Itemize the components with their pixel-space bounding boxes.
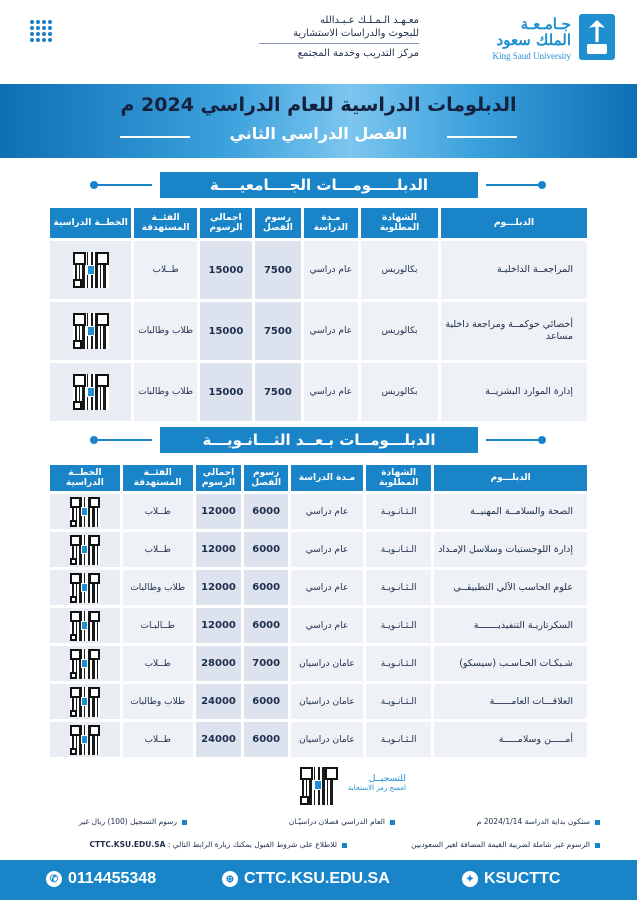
note-text: رسوم التسجيل (100) ريال غير: [78, 817, 177, 826]
col-certificate: الشهادة المطلوبة: [366, 465, 431, 491]
header: [0, 0, 637, 80]
total-fee: 24000: [196, 722, 242, 757]
total-fee: 15000: [200, 241, 252, 299]
diploma-name: شـبكـات الحـاسـب (سيسكو): [434, 646, 587, 681]
diploma-name: إدارة اللوجستيات وسلاسل الإمـداد: [434, 532, 587, 567]
target-group: طــلاب: [123, 494, 193, 529]
total-fee: 12000: [196, 494, 242, 529]
required-certificate: الـثـانـويـة: [366, 608, 431, 643]
required-certificate: بكالوريس: [361, 241, 438, 299]
note-text: الرسوم غير شاملة لضريبة القيمة المضافة لغير السعوديين: [411, 840, 590, 849]
diploma-name: المراجعــة الداخليـة: [441, 241, 587, 299]
diploma-name: الصحة والسلامــة المهنيــة: [434, 494, 587, 529]
total-fee: 12000: [196, 570, 242, 605]
semester-fee: 6000: [244, 722, 288, 757]
note-text: للاطلاع على شروط القبول يمكنك زيارة الرابط التالي :: [167, 840, 337, 849]
total-fee: 15000: [200, 363, 252, 421]
qr-code-icon[interactable]: [70, 725, 100, 755]
study-plan-qr[interactable]: [50, 722, 120, 757]
total-fee: 12000: [196, 608, 242, 643]
ksu-logo-arabic-line2: الملك سعود: [496, 31, 571, 49]
study-duration: عام دراسي: [291, 608, 363, 643]
register-qr-code[interactable]: [300, 767, 338, 805]
bullet-icon: [342, 843, 347, 848]
university-diplomas-table: [47, 205, 590, 424]
required-certificate: الـثـانـويـة: [366, 532, 431, 567]
semester-fee: 6000: [244, 684, 288, 719]
table-row: [50, 722, 587, 757]
study-duration: عام دراسي: [304, 241, 358, 299]
heading-dot-right: [538, 436, 546, 444]
bullet-icon: [595, 820, 600, 825]
bullet-icon: [182, 820, 187, 825]
heading-dot-right: [538, 181, 546, 189]
phone-number[interactable]: 0114455348: [68, 870, 157, 887]
table-row: [50, 363, 587, 421]
bullet-icon: [390, 820, 395, 825]
qr-code-icon[interactable]: [70, 497, 100, 527]
note-vat: [411, 840, 600, 849]
col-duration: مـدة الدراسة: [291, 465, 363, 491]
study-plan-qr[interactable]: [50, 532, 120, 567]
globe-icon: ⊕: [222, 871, 238, 887]
note-text: ستكون بداية الدراسة 2024/1/14 م: [476, 817, 590, 826]
study-plan-qr[interactable]: [50, 302, 131, 360]
note-start-date: [477, 817, 600, 826]
institute-name-line1: معـهـد الـمـلـك عـبـدالله: [320, 15, 419, 26]
heading-line-right: [486, 439, 542, 441]
semester-fee: 6000: [244, 608, 288, 643]
section-heading: الدبلـــومــات بـعــد الثـــانـويـــة: [160, 427, 478, 453]
target-group: طلاب وطالبات: [134, 302, 197, 360]
diploma-name: علوم الحاسب الآلي التطبيقــي: [434, 570, 587, 605]
total-fee: 28000: [196, 646, 242, 681]
col-target: الفئــة المستهدفة: [123, 465, 193, 491]
target-group: طلاب وطالبات: [134, 363, 197, 421]
section-post-secondary-diplomas: [0, 427, 637, 453]
qr-code-icon[interactable]: [73, 374, 109, 410]
table-row: [50, 646, 587, 681]
footer-phone[interactable]: [46, 868, 156, 890]
diploma-name: السكرتاريـة التنفيذيـــــــة: [434, 608, 587, 643]
col-duration: مـدة الدراسة: [304, 208, 358, 238]
target-group: طــلاب: [123, 532, 193, 567]
diploma-name: العلاقـــات العامــــــة: [434, 684, 587, 719]
qr-code-icon[interactable]: [70, 573, 100, 603]
required-certificate: الـثـانـويـة: [366, 570, 431, 605]
target-group: طلاب وطالبات: [123, 684, 193, 719]
heading-line-left: [96, 184, 152, 186]
qr-code-icon[interactable]: [70, 649, 100, 679]
col-semester-fee: رسوم الفصل: [255, 208, 301, 238]
col-total-fee: اجمالي الرسوم: [200, 208, 252, 238]
table-row: [50, 494, 587, 529]
study-duration: عام دراسي: [291, 494, 363, 529]
target-group: طلاب وطالبات: [123, 570, 193, 605]
whatsapp-icon: ✆: [46, 871, 62, 887]
target-group: طــالبـات: [123, 608, 193, 643]
register-label: [346, 774, 406, 792]
footer: [0, 860, 637, 900]
semester-fee: 7500: [255, 363, 301, 421]
study-plan-qr[interactable]: [50, 608, 120, 643]
col-plan: الخطــة الدراسية: [50, 208, 131, 238]
note-admission: [90, 840, 347, 849]
register-hint: امسح رمز الاستجابة: [347, 784, 406, 792]
institute-name-line2: للبحوث والدراسات الاستشارية: [293, 28, 419, 39]
qr-code-icon[interactable]: [300, 767, 338, 805]
table-row: [50, 532, 587, 567]
required-certificate: بكالوريس: [361, 302, 438, 360]
twitter-icon: ✦: [462, 871, 478, 887]
study-duration: عامان دراسيان: [291, 722, 363, 757]
required-certificate: الـثـانـويـة: [366, 684, 431, 719]
col-diploma: الدبلـــوم: [441, 208, 587, 238]
semester-fee: 7500: [255, 241, 301, 299]
col-certificate: الشهادة المطلوبة: [361, 208, 438, 238]
register-title: للتسجيــل: [368, 774, 406, 784]
website-link[interactable]: CTTC.KSU.EDU.SA: [244, 870, 390, 887]
subtitle-line-right: [447, 136, 517, 138]
table-row: [50, 684, 587, 719]
semester-fee: 6000: [244, 532, 288, 567]
qr-code-icon[interactable]: [73, 252, 109, 288]
footer-twitter[interactable]: [462, 868, 560, 890]
table-row: [50, 241, 587, 299]
study-duration: عام دراسي: [304, 363, 358, 421]
section-heading: الدبلـــــومـــات الجــــامعيــــة: [160, 172, 478, 198]
total-fee: 15000: [200, 302, 252, 360]
table-row: [50, 302, 587, 360]
semester-fee: 6000: [244, 570, 288, 605]
diploma-name: إدارة الموارد البشريــة: [441, 363, 587, 421]
qr-code-icon[interactable]: [70, 535, 100, 565]
note-text: العام الدراسي فصلان دراسيّـان: [288, 817, 385, 826]
table-row: [50, 570, 587, 605]
required-certificate: بكالوريس: [361, 363, 438, 421]
required-certificate: الـثـانـويـة: [366, 646, 431, 681]
ksu-logo-arabic-line1: جـامـعـة: [520, 15, 571, 33]
study-plan-qr[interactable]: [50, 363, 131, 421]
required-certificate: الـثـانـويـة: [366, 722, 431, 757]
page-subtitle: الفصل الدراسي الثاني: [229, 124, 408, 143]
study-plan-qr[interactable]: [50, 684, 120, 719]
semester-fee: 6000: [244, 494, 288, 529]
target-group: طــلاب: [123, 646, 193, 681]
post-secondary-diplomas-table: [47, 462, 590, 760]
study-plan-qr[interactable]: [50, 241, 131, 299]
qr-code-icon[interactable]: [70, 687, 100, 717]
dots-grid-icon: [30, 20, 52, 42]
section-university-diplomas: [0, 172, 637, 198]
admission-link[interactable]: CTTC.KSU.EDU.SA: [89, 840, 166, 849]
col-target: الفئــة المستهدفة: [134, 208, 197, 238]
institute-block: [219, 14, 419, 60]
study-duration: عام دراسي: [291, 570, 363, 605]
target-group: طــلاب: [134, 241, 197, 299]
study-plan-qr[interactable]: [50, 570, 120, 605]
heading-line-right: [486, 184, 542, 186]
study-plan-qr[interactable]: [50, 646, 120, 681]
page-title: الدبلومات الدراسية للعام الدراسي 2024 م: [120, 94, 517, 116]
qr-code-icon[interactable]: [73, 313, 109, 349]
study-duration: عام دراسي: [291, 532, 363, 567]
footer-website[interactable]: [222, 868, 390, 890]
ksu-logo-english: King Saud University: [492, 51, 571, 61]
diploma-name: أخصائي حوكمــة ومراجعة داخلية مساعد: [441, 302, 587, 360]
institute-divider: [259, 43, 419, 44]
study-duration: عامان دراسيان: [291, 684, 363, 719]
total-fee: 12000: [196, 532, 242, 567]
col-diploma: الدبلـــوم: [434, 465, 587, 491]
ksu-logo-arabic: [497, 16, 571, 48]
target-group: طــلاب: [123, 722, 193, 757]
bullet-icon: [595, 843, 600, 848]
twitter-handle[interactable]: KSUCTTC: [484, 870, 561, 887]
qr-code-icon[interactable]: [70, 611, 100, 641]
total-fee: 24000: [196, 684, 242, 719]
study-plan-qr[interactable]: [50, 494, 120, 529]
study-duration: عام دراسي: [304, 302, 358, 360]
study-duration: عامان دراسيان: [291, 646, 363, 681]
diploma-name: أمـــــن وسلامـــــة: [434, 722, 587, 757]
table-row: [50, 608, 587, 643]
ksu-emblem-icon: [579, 14, 615, 60]
col-total-fee: اجمالي الرسوم: [196, 465, 242, 491]
required-certificate: الـثـانـويـة: [366, 494, 431, 529]
note-semesters: [289, 817, 395, 826]
semester-fee: 7000: [244, 646, 288, 681]
note-registration-fee: [79, 817, 187, 826]
col-semester-fee: رسوم الفصل: [244, 465, 288, 491]
heading-line-left: [96, 439, 152, 441]
semester-fee: 7500: [255, 302, 301, 360]
center-name: مركز التدريب وخدمة المجتمع: [297, 48, 419, 59]
col-plan: الخطــة الدراسية: [50, 465, 120, 491]
title-banner: [0, 84, 637, 158]
ksu-logo: [445, 14, 615, 66]
